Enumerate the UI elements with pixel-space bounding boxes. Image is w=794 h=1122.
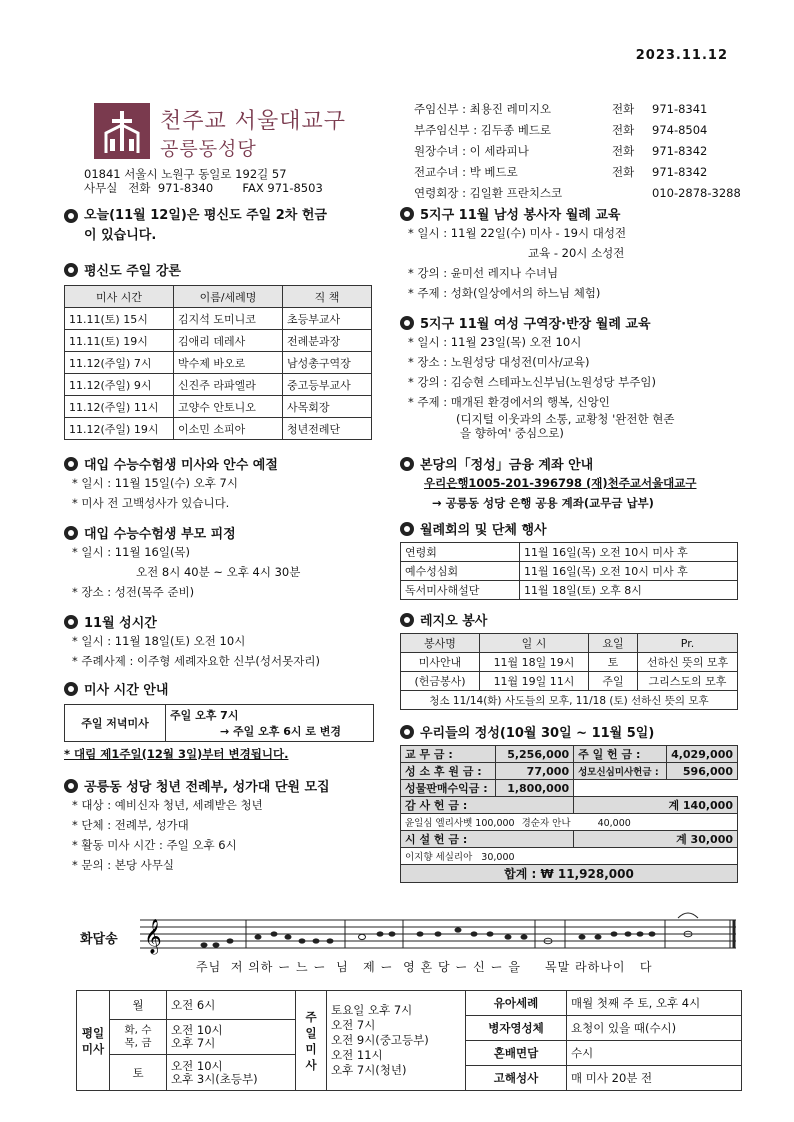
mass-schedule-table: 평일미사 월 오전 6시 주일미사 토요일 오후 7시 오전 7시 오전 9시(중고등부) 오전 11시 오후 7시(청년) 유아세례 매월 첫째 주 토, 오후 4시 병자영성체 요청이 있을 때(수시) 혼배면담 수시 고해성사 매 미사 20분 전 화, 수 목, 금 오전 10시 오후 7시 토 오전 10시 오후 3시(초등부) [76, 990, 742, 1091]
section-bullet-icon [400, 522, 414, 536]
table-row: 11.12(주일) 11시 고양수 안토니오 사목회장 [65, 396, 372, 418]
women-item: * 일시 : 11월 23일(목) 오전 10시 [408, 335, 582, 349]
account-note: → 공릉동 성당 은행 공용 계좌(교무금 납부) [432, 496, 654, 510]
table-row: 11.11(토) 15시 김지석 도미니코 초등부교사 [65, 308, 372, 330]
section-bullet-icon [400, 316, 414, 330]
men-item: * 강의 : 윤미선 레지나 수녀님 [408, 266, 559, 280]
section-bullet-icon [400, 207, 414, 221]
hymn-staff [140, 908, 740, 958]
lecture-heading: 평신도 주일 강론 [64, 260, 394, 279]
parent-item: * 일시 : 11월 16일(목) [72, 545, 191, 559]
legio-heading: 레지오 봉사 [400, 610, 740, 629]
women-item: * 주제 : 매개된 환경에서의 행복, 신앙인 [408, 395, 610, 409]
youth-item: * 문의 : 본당 사무실 [72, 858, 175, 872]
holy-hour-heading: 11월 성시간 [64, 612, 394, 631]
weekday-mass-title: 평일미사 [77, 991, 110, 1091]
hymn-lyrics: 주님 저 의하 ー 느 ー 님 제 ー 영 혼 당 ー 신 ー 을 목말 라하나이 다 [196, 960, 653, 974]
women-item: 을 향하여' 중심으로) [460, 426, 564, 440]
staff-row: 연령회장 : 김일환 프란치스코 010-2878-3288 [414, 185, 741, 200]
mass-change-note: * 대림 제1주일(12월 3일)부터 변경됩니다. [64, 747, 289, 761]
section-bullet-icon [400, 725, 414, 739]
parent-item: 오전 8시 40분 ~ 오후 4시 30분 [136, 565, 301, 579]
women-heading: 5지구 11월 여성 구역장·반장 월례 교육 [400, 313, 740, 332]
hymn-label: 화답송 [80, 932, 118, 947]
church-logo-icon [94, 103, 150, 159]
account-number: 우리은행1005-201-396798 (재)천주교서울대교구 [424, 476, 697, 490]
table-row: 11.12(주일) 9시 신진주 라파엘라 중고등부교사 [65, 374, 372, 396]
table-row: 유아세례 매월 첫째 주 토, 오후 4시 [466, 991, 741, 1016]
youth-heading: 공릉동 성당 청년 전례부, 성가대 단원 모집 [64, 776, 394, 795]
section-bullet-icon [64, 209, 78, 223]
holy-item: * 주례사제 : 이주형 세례자요한 신부(성서못자리) [72, 654, 320, 668]
exam-item: * 일시 : 11월 15일(수) 오후 7시 [72, 476, 238, 490]
mass-time-heading: 미사 시간 안내 [64, 679, 394, 698]
youth-item: * 단체 : 전례부, 성가대 [72, 818, 189, 832]
lecture-table: 미사 시간 이름/세례명 직 책 11.11(토) 15시 김지석 도미니코 초등부교사 11.11(토) 19시 김애리 데레사 전례분과장 11.12(주일) 7시 박수제 바오로 남성총구역장 11.12(주일) 9시 신진주 라파엘라 중고등부교사 11.12(주일) 11시 고양수 안토니오 사목회장 11.12(주일) 19시 이소민 소피아 청년전례단 [64, 285, 372, 440]
table-row: 연령회 11월 16일(목) 오전 10시 미사 후 [401, 543, 738, 562]
section-bullet-icon [400, 457, 414, 471]
table-row: 미사안내 11월 18일 19시 토 선하신 뜻의 모후 [401, 653, 738, 672]
section-bullet-icon [64, 682, 78, 696]
notice-heading: 오늘(11월 12일)은 평신도 주일 2차 헌금 이 있습니다. [64, 206, 394, 246]
women-item: * 장소 : 노원성당 대성전(미사/교육) [408, 355, 590, 369]
legio-table: 봉사명 일 시 요일 Pr. 미사안내 11월 18일 19시 토 선하신 뜻의 모후 (헌금봉사) 11월 19일 11시 주일 그리스도의 모후 청소 11/14(화) 사도들의 모후, 11/18 (토) 선하신 뜻의 모후 [400, 633, 738, 710]
women-item: * 강의 : 김승현 스테파노신부님(노원성당 부주임) [408, 375, 656, 389]
parish-office: 사무실 전화 971-8340 FAX 971-8503 [84, 181, 323, 195]
men-item: * 주제 : 성화(일상에서의 하느님 체험) [408, 286, 601, 300]
table-row: 고해성사 매 미사 20분 전 [466, 1066, 741, 1091]
offering-heading: 우리들의 정성(10월 30일 ~ 11월 5일) [400, 722, 740, 741]
section-bullet-icon [64, 615, 78, 629]
holy-item: * 일시 : 11월 18일(토) 오전 10시 [72, 634, 246, 648]
parish-title-2: 공릉동성당 [160, 138, 257, 160]
youth-item: * 활동 미사 시간 : 주일 오후 6시 [72, 838, 237, 852]
mass-change-table: 주일 저녁미사 주일 오후 7시 → 주일 오후 6시 로 변경 [64, 704, 374, 742]
meeting-table [400, 542, 738, 600]
table-row: 혼배면담 수시 [466, 1041, 741, 1066]
left-column [64, 206, 394, 875]
staff-row: 주임신부 : 최용진 레미지오 전화 971-8341 [414, 101, 708, 116]
men-item: * 일시 : 11월 22일(수) 미사 - 19시 대성전 [408, 226, 627, 240]
sunday-mass-title: 주일미사 [296, 991, 327, 1091]
meeting-heading: 월례회의 및 단체 행사 [400, 519, 740, 538]
parish-address: 01841 서울시 노원구 동일로 192길 57 [84, 167, 287, 181]
table-row: 11.12(주일) 7시 박수제 바오로 남성총구역장 [65, 352, 372, 374]
exam-item: * 미사 전 고백성사가 있습니다. [72, 496, 230, 510]
section-bullet-icon [64, 457, 78, 471]
parish-title-1: 천주교 서울대교구 [160, 109, 347, 134]
right-column [400, 204, 740, 883]
table-row: 병자영성체 요청이 있을 때(수시) [466, 1016, 741, 1041]
section-bullet-icon [64, 526, 78, 540]
table-row: (헌금봉사) 11월 19일 11시 주일 그리스도의 모후 [401, 672, 738, 691]
men-item: 교육 - 20시 소성전 [528, 246, 625, 260]
svg-text:𝄞: 𝄞 [144, 919, 162, 954]
table-row: 11.11(토) 19시 김애리 데레사 전례분과장 [65, 330, 372, 352]
men-heading: 5지구 11월 남성 봉사자 월례 교육 [400, 204, 740, 223]
table-row: 11.12(주일) 19시 이소민 소피아 청년전례단 [65, 418, 372, 440]
women-item: (디지털 이웃과의 소통, 교황청 '완전한 현존 [456, 412, 675, 426]
table-row: 예수성심회 11월 16일(목) 오전 10시 미사 후 [401, 562, 738, 581]
staff-row: 전교수녀 : 박 베드로 전화 971-8342 [414, 164, 708, 179]
staff-row: 부주임신부 : 김두종 베드로 전화 974-8504 [414, 122, 708, 137]
exam-heading: 대입 수능수험생 미사와 안수 예절 [64, 454, 394, 473]
parent-item: * 장소 : 성전(목주 준비) [72, 585, 195, 599]
offering-table: 교 무 금 : 5,256,000 주 일 헌 금 : 4,029,000 성 소 후 원 금 : 77,000 성모신심미사헌금 : 596,000 성물판매수익금 : 1,800,000 감 사 헌 금 : 계 140,000 윤일심 엘리사벳 100,000 경순자 안나 40,000 시 설 헌 금 : 계 30,000 이지향 세실리아 30,000 합계 : ₩ 11,928,000 [400, 745, 738, 883]
youth-item: * 대상 : 예비신자 청년, 세례받은 청년 [72, 798, 263, 812]
section-bullet-icon [64, 263, 78, 277]
staff-list [414, 98, 744, 203]
bulletin-date: 2023.11.12 [635, 48, 728, 63]
parent-heading: 대입 수능수험생 부모 피정 [64, 523, 394, 542]
staff-row: 원장수녀 : 이 세라피나 전화 971-8342 [414, 143, 708, 158]
account-heading: 본당의「정성」금융 계좌 안내 [400, 454, 740, 473]
table-row: 독서미사해설단 11월 18일(토) 오후 8시 [401, 581, 738, 600]
section-bullet-icon [64, 779, 78, 793]
section-bullet-icon [400, 613, 414, 627]
